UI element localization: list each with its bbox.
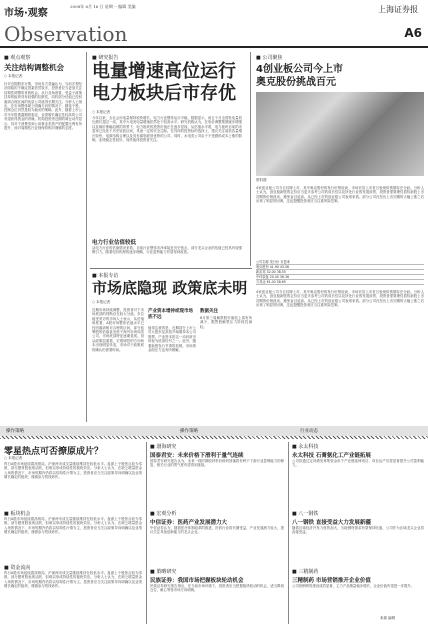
mid-subhead: 产业资本增持或现市场底不远 bbox=[148, 309, 193, 320]
bm-body-1: 国泰君安研究报告认为，未来一段时期原材料价格的回落将有利于下游行业盈利能力的修复，相关行业的景气度有望得到延续。 bbox=[150, 459, 284, 468]
mid-body: 近期市场持续调整，投资者对于市场底部的判断存在较大分歧。多位接受采访的市场人士表示，从估值角度看，A股市场整体估值水平已经回落到相对合理的区间，部分蓝筹股的估值甚至低于海外市场同类公司，市场底部特征逐渐显现。但从政策层面看，宏观调控的方向尚未出现明显转变，市场对于政策底的确认仍需要时间。 bbox=[92, 308, 144, 352]
header-rule bbox=[0, 46, 428, 48]
br-kicker-1: ■ 永太科技 bbox=[292, 444, 319, 450]
bm-head-3: 民族证券：我国市场把握板块轮动机会 bbox=[150, 578, 244, 584]
band-label-mid: 操作策略 bbox=[180, 429, 198, 434]
bottom-left-sub2: ■ 资金流向 bbox=[4, 565, 31, 571]
page-header bbox=[0, 0, 428, 48]
mid-subhead-2: 数据关注 bbox=[200, 309, 218, 314]
main-byline: ○ 本报记者 bbox=[92, 110, 111, 114]
band-stripe bbox=[0, 436, 428, 439]
br-kicker-2: ■ 八一钢铁 bbox=[292, 511, 319, 517]
ipo-table bbox=[256, 260, 424, 285]
right-kicker: ■ 公司聚焦 bbox=[256, 55, 283, 61]
table-row: 中环装备 20.00 36.36 bbox=[256, 275, 424, 280]
br-head-1: 永太科技 石膏氨化工产业链拓展 bbox=[292, 453, 371, 459]
left-byline: ○ 本报记者 bbox=[4, 74, 23, 78]
main-subhead: 电力行业估值较低 bbox=[92, 240, 137, 246]
bm-kicker-2: ■ 宏观分析 bbox=[150, 511, 177, 517]
bottom-left-headline: 零星热点可否撩原成片？ bbox=[4, 447, 104, 457]
mid-body-2: 值得注意的是，近期部分上市公司大股东及高管开始增持本公司股票，产业资本的这一动向被市场视为底部信号之一。此外，随着新股发行节奏的放缓，市场资金面压力也有所缓解。 bbox=[148, 326, 196, 353]
bm-body-3: 民族证券研究报告指出，在当前市场环境下，投资者应当把握板块轮动的机会，适当降低仓位，耐心等待市场方向明朗。 bbox=[150, 584, 284, 593]
right-headline-line2: 奥克股份挑战百元 bbox=[256, 77, 336, 88]
column-divider bbox=[288, 442, 289, 624]
table-row: 新宙邦 32.00 38.55 bbox=[256, 270, 424, 275]
section-title-en: Observation bbox=[4, 22, 128, 46]
bm-head-1: 国泰君安：未来价格下滑利于量气连续 bbox=[150, 453, 244, 459]
right-body-continued: 4家创业板公司今日挂牌上市，其中奥克股份的发行价格较高，市场对其上市首日表现的预期存在分歧。分析人士认为，创业板新股的定价应当更多参考公司的成长性以及所处行业的发展前景，投资者需要理性看待新股上市初期的价格波动，避免盲目追高。从已经上市的创业板公司表现来看，部分公司在经历上市初期的大幅上涨之后出现了明显的回调，这也提醒投资者应当注重风险控制。 bbox=[256, 290, 424, 308]
mid-kicker: ■ 本报专访 bbox=[92, 273, 119, 279]
bm-head-2: 中信证券：医药产业发展潜力大 bbox=[150, 520, 228, 526]
page-number: A6 bbox=[404, 26, 422, 40]
main-body: 今年以来，全社会用电量保持较快增长，电力行业整体运行平稳。数据显示，前五个月全国发电量同比增长超过一成，其中火电发电量增速依然处于较高水平。研究机构认为，在电价调整预期逐步增强以及煤价涨幅趋缓的背景下，电力板块的投资价值正在逐步显现。从估值水平看，电力板块目前的市盈率已经处于历史较低区间，具备一定的安全边际。在具体的投资标的选择上，建议关注装机容量增长较快、电源结构合理以及具有煤电联营优势的公司。同时，水电类公司由于不受燃料成本上涨的影响，业绩稳定性较好，同样值得投资者关注。 bbox=[92, 116, 242, 143]
bm-kicker-3: ■ 策略研究 bbox=[150, 569, 177, 575]
band-label-left: 操作策略 bbox=[6, 429, 24, 434]
br-head-2: 八一钢铁 直接受益大力发展新疆 bbox=[292, 520, 371, 526]
br-head-3: 三精制药 市场营销推开企业价值 bbox=[292, 578, 371, 584]
dateline: 2008年 6月 16 日 星期一 编辑 美编 bbox=[70, 4, 136, 9]
left-body: 针对近期股市行情，市场各方普遍认为，当前宏观经济面临的不确定因素依然较多，投资者应当更加关注结构性调整带来的机会。从行业角度看，受益于政策扶持的板块具有较强的抗跌性，同时部分估值已经回落到合理区间的优质公司值得长期关注。分析人士指出，在市场整体缺乏明确方向的情况下，精选个股、控制仓位仍然是较为稳妥的策略。此外，随着上市公司半年报披露期的临近，业绩增长确定性较高的公司有望获得资金的青睐。机构投资者近期的调仓动作显示，其对于消费类和公用事业类资产的配置比例有所提升，而对周期性行业则保持相对谨慎的态度。 bbox=[4, 82, 82, 131]
left-headline: 关注结构调整机会 bbox=[4, 63, 64, 72]
main-kicker: ■ 研究报告 bbox=[92, 55, 119, 61]
right-headline-line1: 4创业板公司今上市 bbox=[256, 64, 343, 75]
bottom-left-body-2: 昨日A股市场延续震荡格局，沪深两市成交量继续维持在较低水平。盘面上个股热点较为零散，部分题材股表现活跃，但难以形成持续性的板块效应。分析人士认为，在缺乏增量资金入场的情况下，市场短期内仍将以结构性行情为主，投资者应当关注政策导向明确以及业绩增长确定的板块，谨慎参与短线炒作。 bbox=[4, 517, 142, 535]
mid-headline: 市场底隐现 政策底未明 bbox=[92, 279, 248, 297]
main-headline-line2: 电力板块后市存优 bbox=[92, 83, 236, 104]
bottom-left-byline: ○ 本报记者 bbox=[4, 456, 23, 460]
bottom-left-body: 昨日A股市场延续震荡格局，沪深两市成交量继续维持在较低水平。盘面上个股热点较为零散，部分题材股表现活跃，但难以形成持续性的板块效应。分析人士认为，在缺乏增量资金入场的情况下，市场短期内仍将以结构性行情为主，投资者应当关注政策导向明确以及业绩增长确定的板块，谨慎参与短线炒作。 bbox=[4, 462, 142, 480]
table-row: 万邦达 61.00 58.65 bbox=[256, 280, 424, 285]
bottom-left-body-3: 昨日A股市场延续震荡格局，沪深两市成交量继续维持在较低水平。盘面上个股热点较为零散，部分题材股表现活跃，但难以形成持续性的板块效应。分析人士认为，在缺乏增量资金入场的情况下，市场短期内仍将以结构性行情为主，投资者应当关注政策导向明确以及业绩增长确定的板块，谨慎参与短线炒作。 bbox=[4, 571, 142, 589]
column-divider bbox=[146, 442, 147, 624]
bottom-band bbox=[0, 426, 428, 436]
column-divider bbox=[250, 52, 251, 266]
mid-body-3: 6月第三周解禁股市值较上周有所减少，限售股解禁压力阶段性减轻。 bbox=[200, 316, 252, 329]
br-body-2: 随着区域经济开发力度的加大，当地钢材需求有望保持旺盛，公司作为区域龙头企业将直接受益。 bbox=[292, 526, 424, 535]
bm-body-2: 中信证券认为，随着医疗体制改革的推进，医药行业将长期受益，产业发展潜力较大，建议关注具备创新能力的龙头企业。 bbox=[150, 526, 284, 535]
band-label-right: 行业动态 bbox=[300, 429, 318, 434]
table-row: 奥克股份 41.90 43.56 bbox=[256, 265, 424, 270]
bottom-left-sub1: ■ 板块机会 bbox=[4, 511, 31, 517]
main-headline-line1: 电量增速高位运行 bbox=[92, 61, 236, 82]
left-kicker: ■ 观点观察 bbox=[4, 55, 31, 61]
br-body-3: 公司营销网络建设成效显著，主力产品销量稳步增长，企业价值有望进一步提升。 bbox=[292, 584, 415, 588]
column-divider bbox=[86, 52, 87, 422]
br-body-1: 公司拟通过定向增发募集资金用于产业链延伸项目，项目达产后将显著提升公司盈利能力。 bbox=[292, 459, 424, 468]
table-row: 公司名称 发行价 市盈率 bbox=[256, 260, 424, 265]
br-kicker-3: ■ 三精制药 bbox=[292, 569, 319, 575]
section-title: 市场·观察 bbox=[4, 8, 48, 19]
photo-caption: 资料图 bbox=[256, 178, 267, 182]
main-body-2: 从电力行业的估值情况来看，目前行业整体市净率接近历史低点，部分龙头企业的估值已经具有较强吸引力。随着电价机制的逐步理顺，行业盈利能力有望得到改善。 bbox=[92, 246, 242, 255]
mid-byline: ○ 本报记者 bbox=[92, 300, 111, 304]
section-rule bbox=[90, 268, 252, 269]
footer-credit: 来源 编辑 bbox=[380, 616, 396, 620]
bm-kicker-1: ■ 渤海研究 bbox=[150, 444, 177, 450]
newspaper-brand: 上海证券报 bbox=[378, 5, 418, 14]
right-body: 4家创业板公司今日挂牌上市，其中奥克股份的发行价格较高，市场对其上市首日表现的预期存在分歧。分析人士认为，创业板新股的定价应当更多参考公司的成长性以及所处行业的发展前景，投资者需要理性看待新股上市初期的价格波动，避免盲目追高。从已经上市的创业板公司表现来看，部分公司在经历上市初期的大幅上涨之后出现了明显的回调，这也提醒投资者应当注重风险控制。 bbox=[256, 186, 424, 204]
company-photo bbox=[256, 92, 424, 176]
